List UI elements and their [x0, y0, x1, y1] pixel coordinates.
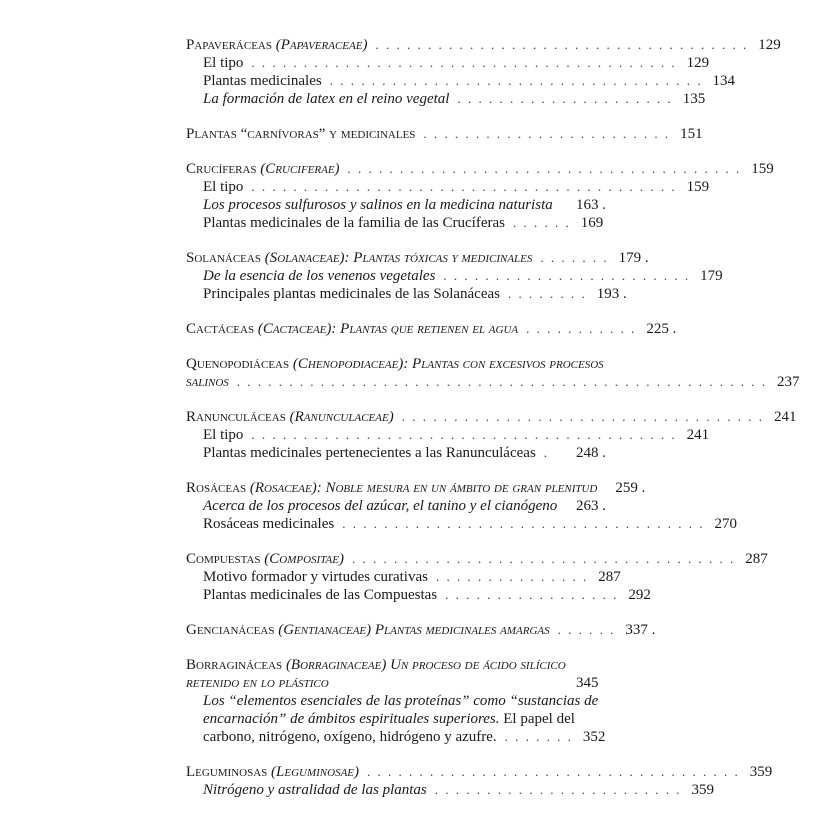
dot-leader: . . . . . .: [512, 215, 571, 230]
latin-name: (Papaveraceae): [275, 37, 368, 53]
family-name: Cactáceas: [186, 321, 255, 337]
family-name: Quenopodiáceas: [186, 356, 290, 372]
dot-leader: . . . . . . .: [540, 250, 609, 265]
entry-title: Plantas medicinales de la familia de las Crucíferas: [203, 215, 505, 231]
family-name: Solanáceas: [186, 250, 261, 266]
family-name: Crucíferas: [186, 161, 257, 177]
latin-name: (Ranunculaceae): [289, 409, 394, 425]
dot-leader: . . . . . . . . . . . . . . . . . . . . . . . . . . . . . . . . . . . . . . . . .: [251, 55, 677, 70]
toc-entry: [186, 72, 735, 90]
dot-leader: . . . . . . . . . . . . . . . . . . . . . . . .: [443, 268, 691, 283]
toc-heading: [186, 320, 677, 338]
family-name: Leguminosas: [186, 764, 268, 780]
page-number: 263 .: [576, 498, 606, 514]
entry-title-continued: carbono, nitrógeno, oxígeno, hidrógeno y azufre.: [203, 729, 497, 745]
page-number: 241: [773, 409, 797, 425]
family-description: : Noble mesura en un ámbito de gran plenitud: [316, 480, 598, 496]
toc-heading: [186, 160, 774, 178]
toc-entry: [186, 90, 706, 108]
dot-leader: . . . . . . . . . . . . . . . . . . . . . . . .: [434, 782, 682, 797]
entry-title: Plantas medicinales de las Compuestas: [203, 587, 438, 603]
toc-entry: [186, 54, 710, 72]
toc-entry: [186, 426, 710, 444]
page-number: 359: [691, 782, 715, 798]
latin-name: (Borraginaceae): [285, 657, 387, 673]
toc-entry: [186, 728, 630, 746]
dot-leader: [565, 497, 566, 515]
entry-title: El tipo: [203, 179, 244, 195]
page-number: 359: [749, 764, 773, 780]
toc-section-carnivoras: [186, 125, 703, 143]
toc-heading: [186, 479, 646, 497]
toc-section-ranunculaceas: [186, 408, 797, 462]
toc-section-cactaceas: [186, 320, 677, 338]
toc-heading: [186, 550, 768, 568]
page-number: 345: [576, 675, 599, 691]
toc-section-compuestas: [186, 550, 768, 604]
toc-entry: [186, 214, 630, 232]
family-name: Rosáceas: [186, 480, 247, 496]
page-number: 287: [745, 551, 768, 567]
toc-section-cruciferas: [186, 160, 774, 232]
dot-leader: . . . . . . . . . . . . . . . . . . . . . . . . . . . . . . . . . . . . . . . . . . . . . . . . . . .: [236, 374, 768, 389]
dot-leader: . . . . . . . .: [507, 286, 587, 301]
family-description: Plantas medicinales amargas: [371, 622, 550, 638]
entry-title: Acerca de los procesos del azúcar, el tanino y el cianógeno: [203, 498, 558, 514]
table-of-contents: [186, 36, 800, 816]
page-number: 129: [686, 55, 710, 71]
entry-title-continued: El papel del: [499, 711, 575, 727]
entry-title: Los “elementos esenciales de las proteínas” como “sustancias de: [203, 693, 599, 709]
latin-name: (Leguminosae): [271, 764, 360, 780]
entry-title: Rosáceas medicinales: [203, 516, 335, 532]
page-number: 225 .: [646, 321, 677, 337]
dot-leader: . . . . . . . . . . . . . . . . . . . . .: [457, 91, 673, 106]
family-name: Ranunculáceas: [186, 409, 286, 425]
family-description-continued: salinos: [186, 374, 229, 390]
toc-section-solanaceas: [186, 249, 723, 303]
page-number: 237: [777, 374, 800, 390]
entry-title-continued: encarnación” de ámbitos espirituales superiores.: [203, 711, 500, 727]
family-description: : Plantas tóxicas y medicinales: [344, 250, 533, 266]
dot-leader: . . . . . . . . . . .: [526, 321, 637, 336]
toc-entry: [186, 781, 715, 799]
latin-name: (Cactaceae): [257, 321, 332, 337]
entry-title: Los procesos sulfurosos y salinos en la medicina naturista: [203, 197, 553, 213]
entry-title: El tipo: [203, 55, 244, 71]
toc-entry: [186, 444, 630, 462]
entry-title: Plantas medicinales: [203, 73, 322, 89]
page-number: 129: [758, 37, 781, 53]
latin-name: (Cruciferae): [260, 161, 340, 177]
family-description: Un proceso de ácido silícico: [386, 657, 566, 673]
latin-name: (Compositae): [264, 551, 344, 567]
entry-title: Plantas medicinales pertenecientes a las Ranunculáceas: [203, 445, 536, 461]
page-number: 352: [582, 729, 606, 745]
page-number: 169: [580, 215, 604, 231]
page-number: 159: [751, 161, 774, 177]
dot-leader: . . . . . . . . . . . . . . . . . . . . . . . .: [423, 126, 671, 141]
page-number: 134: [712, 73, 735, 89]
latin-name: (Gentianaceae): [278, 622, 372, 638]
dot-leader: . . . . . . . . . . . . . . . . . . . . . . . . . . . . . . . . . . . .: [329, 73, 703, 88]
dot-leader: .: [543, 445, 550, 460]
toc-entry: [186, 267, 723, 285]
page-number: 292: [628, 587, 651, 603]
toc-entry: [186, 285, 630, 303]
page-number: 159: [686, 179, 710, 195]
page-number: 259 .: [615, 480, 646, 496]
page-number: 163 .: [576, 197, 606, 213]
latin-name: (Rosaceae): [249, 480, 317, 496]
toc-entry: [186, 196, 630, 214]
toc-heading: [186, 763, 773, 781]
entry-title: La formación de latex en el reino vegetal: [203, 91, 450, 107]
dot-leader: . . . . . . .: [504, 729, 573, 744]
toc-heading-continuation: [186, 373, 800, 391]
toc-entry: [186, 568, 630, 586]
page-number: 270: [714, 516, 737, 532]
dot-leader: . . . . . . . . . . . . . . . . .: [445, 587, 619, 602]
page-number: 179: [700, 268, 723, 284]
entry-title: Motivo formador y virtudes curativas: [203, 569, 428, 585]
toc-heading: [186, 249, 649, 267]
toc-section-rosaceas: [186, 479, 737, 533]
family-name: Plantas “carnívoras” y medicinales: [186, 126, 416, 142]
dot-leader: . . . . . . . . . . . . . . . . . . . . . . . . . . . . . . . . . . . .: [375, 37, 749, 52]
entry-title: Principales plantas medicinales de las Solanáceas: [203, 286, 500, 302]
dot-leader: . . . . . . . . . . . . . . . . . . . . . . . . . . . . . . . . . . . . . . . . .: [251, 427, 677, 442]
page-number: 179 .: [618, 250, 649, 266]
latin-name: (Chenopodiaceae): [292, 356, 404, 372]
toc-entry: [186, 178, 710, 196]
toc-heading: [186, 408, 797, 426]
toc-entry: [186, 515, 737, 533]
dot-leader: . . . . . . . . . . . . . . . . . . . . . . . . . . . . . . . . . . . . .: [351, 551, 736, 566]
family-name: Gencianáceas: [186, 622, 275, 638]
toc-entry: [186, 586, 651, 604]
family-name: Compuestas: [186, 551, 261, 567]
family-name: Borragináceas: [186, 657, 283, 673]
toc-heading-continuation: [186, 674, 630, 692]
family-description: : Plantas con excesivos procesos: [403, 356, 604, 372]
dot-leader: . . . . . . . . . . . . . . . . . . . . . . . . . . . . . . . . . . . . . . . . .: [251, 179, 677, 194]
entry-title: El tipo: [203, 427, 244, 443]
toc-section-gencianaceas: [186, 621, 656, 639]
dot-leader: . . . . . . . . . . . . . . . . . . . . . . . . . . . . . . . . . . . .: [367, 764, 740, 779]
page-number: 151: [680, 126, 703, 142]
toc-entry-line: [186, 692, 630, 710]
page-number: 248 .: [576, 445, 606, 461]
page-number: 287: [598, 569, 621, 585]
family-description-continued: retenido en lo plástico: [186, 675, 329, 691]
dot-leader: . . . . . . . . . . . . . . . . . . . . . . . . . . . . . . . . . . . . . .: [347, 161, 742, 176]
family-name: Papaveráceas: [186, 37, 272, 53]
dot-leader: . . . . . . . . . . . . . . . . . . . . . . . . . . . . . . . . . . .: [342, 516, 705, 531]
entry-title: De la esencia de los venenos vegetales: [203, 268, 436, 284]
toc-section-leguminosas: [186, 763, 773, 799]
page-number: 193 .: [596, 286, 627, 302]
dot-leader: . . . . . . . . . . . . . . .: [435, 569, 589, 584]
toc-section-papaveraceas: [186, 36, 781, 108]
toc-heading: [186, 621, 656, 639]
entry-title: Nitrógeno y astralidad de las plantas: [203, 782, 427, 798]
toc-heading: [186, 125, 703, 143]
toc-heading: [186, 36, 781, 54]
toc-entry: [186, 497, 630, 515]
family-description: : Plantas que retienen el agua: [331, 321, 519, 337]
page-number: 337 .: [625, 622, 656, 638]
page-number: 135: [682, 91, 706, 107]
toc-section-borraginaceas: [186, 656, 630, 746]
toc-section-quenopodiaceas: [186, 355, 800, 391]
page-number: 241: [686, 427, 710, 443]
dot-leader: . . . . . . . . . . . . . . . . . . . . . . . . . . . . . . . . . . .: [401, 409, 764, 424]
toc-heading: [186, 355, 630, 373]
latin-name: (Solanaceae): [264, 250, 345, 266]
toc-entry-line: [186, 710, 630, 728]
toc-heading: [186, 656, 630, 674]
dot-leader: . . . . . .: [557, 622, 616, 637]
